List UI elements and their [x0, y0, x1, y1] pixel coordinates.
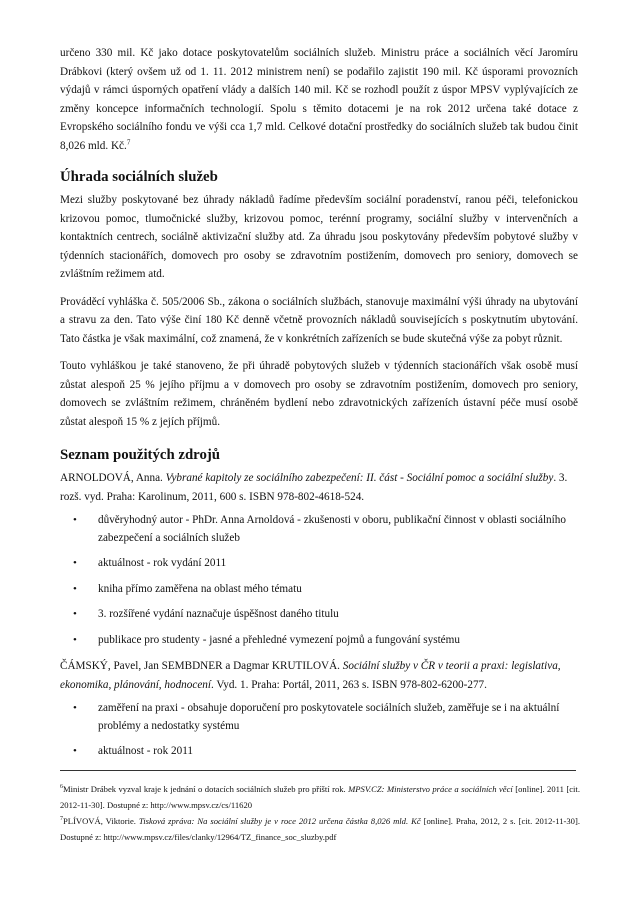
list-item-text: aktuálnost - rok vydání 2011	[98, 557, 227, 569]
footnote-number: 6	[60, 784, 63, 791]
list-item-text: kniha přímo zaměřena na oblast mého tématu	[98, 582, 302, 595]
list-item-text: publikace pro studenty - jasné a přehledné vymezení pojmů a fungování systému	[98, 633, 460, 646]
source-citation-2	[60, 657, 578, 694]
bullet-icon: •	[73, 557, 77, 569]
source2-notes-list	[60, 700, 578, 761]
intro-text: určeno 330 mil. Kč jako dotace poskytovatelům sociálních služeb. Ministru práce a sociálních věcí Jaromíru Drábkovi (který ovšem už od 1. 11. 2012 ministrem není) se podařilo zajistit 190 mil. Kč úsporami provozních výdajů v rámci úsporných opatření vlády a dalších 140 mil. Kč se rozhodl použít z úspor MPSV vyplývajících ze změny koncepce informačních technologií. Spolu s těmito dotacemi je na rok 2012 určena také dotace z Evropského sociálního fondu ve výši cca 1,7 mld. Celkové dotační prostředky do sociálních služeb tak budou činit 8,026 mld. Kč.	[60, 47, 578, 152]
bullet-icon: •	[73, 745, 77, 757]
footnote-text: Ministr Drábek vyzval kraje k jednání o dotacích sociálních služeb pro příští rok.	[63, 784, 349, 794]
list-item-text: aktuálnost - rok 2011	[98, 745, 193, 757]
source2-author: ČÁMSKÝ, Pavel, Jan SEMBDNER a Dagmar KRUTILOVÁ.	[60, 660, 340, 672]
list-item	[60, 512, 578, 547]
list-item-text: zaměření na praxi - obsahuje doporučení pro poskytovatele sociálních služeb, zaměřuje se i na aktuální problémy a nedostatky systému	[98, 702, 560, 732]
footnote-italic-title: MPSV.CZ: Ministerstvo práce a sociálních věcí	[348, 784, 513, 794]
source1-details: . 3. rozš. vyd. Praha: Karolinum, 2011, 600 s. ISBN 978-802-4618-524.	[60, 472, 568, 503]
section-heading-uhrada: Úhrada sociálních služeb	[60, 169, 218, 185]
paragraph-services: Mezi služby poskytované bez úhrady nákladů řadíme především sociální poradenství, ranou péči, telefonickou krizovou pomoc, tlumočnické služby, krizovou pomoc, terénní programy, sociální služby v intervenčních a kontaktních centrech, sociálně aktivizační služby atd. Za úhradu jsou poskytovány především pobytové služby v týdenních stacionářích, domovech pro osoby se zdravotním postižením, domovech pro seniory, domovech se zvláštním režimem atd.	[60, 194, 578, 280]
list-item	[60, 581, 578, 599]
bullet-icon: •	[73, 633, 77, 646]
list-item	[60, 632, 578, 650]
footnote-7	[60, 813, 580, 845]
source1-notes-list	[60, 512, 578, 649]
list-item	[60, 606, 578, 624]
footnote-italic-title: Tisková zpráva: Na sociální služby je v roce 2012 určena částka 8,026 mld. Kč	[138, 816, 421, 826]
paragraph-decree: Prováděcí vyhláška č. 505/2006 Sb., zákona o sociálních službách, stanovuje maximální výši úhrady na ubytování a stravu za den. Tato výše činí 180 Kč denně včetně provozních nákladů souvisejících s poskytnutím ubytování. Tato částka je však maximální, což znamená, že v konkrétních zařízeních se bude skutečná výše za pobyt různit.	[60, 295, 578, 345]
footnotes	[60, 781, 580, 845]
source2-details: . Vyd. 1. Praha: Portál, 2011, 263 s. ISBN 978-802-6200-277.	[211, 678, 487, 691]
source1-title: Vybrané kapitoly ze sociálního zabezpečení: II. část - Sociální pomoc a sociální služby	[165, 472, 554, 484]
footnote-link-text[interactable]: [online]. Praha, 2012, 2 s. [cit. 2012-11-30]. Dostupné z: http://www.mpsv.cz/files/clanky/12964/TZ_finance_soc_sluzby.pdf	[60, 816, 580, 842]
footnote-ref-7[interactable]: 7	[126, 137, 131, 146]
list-item-text: důvěryhodný autor - PhDr. Anna Arnoldová - zkušenosti v oboru, publikační činnost v oblasti sociálního zabezpečení a sociálních služeb	[98, 514, 566, 544]
source-citation-1	[60, 469, 578, 506]
bullet-icon: •	[73, 514, 77, 526]
bullet-icon: •	[73, 582, 77, 595]
footnote-number: 7	[60, 816, 63, 823]
list-item	[60, 700, 578, 735]
list-item	[60, 743, 578, 761]
list-item-text: 3. rozšířené vydání naznačuje úspěšnost daného titulu	[98, 608, 339, 620]
intro-paragraph	[60, 44, 578, 155]
footnote-link-text[interactable]: [online]. 2011 [cit. 2012-11-30]. Dostupné z: http://www.mpsv.cz/cs/11620	[60, 784, 580, 810]
source2-title: Sociální služby v ČR v teorii a praxi: legislativa, ekonomika, plánování, hodnocení	[60, 660, 561, 691]
bullet-icon: •	[73, 608, 77, 620]
list-item	[60, 555, 578, 573]
footnote-separator	[60, 770, 576, 771]
document-page	[60, 44, 578, 769]
source1-author: ARNOLDOVÁ, Anna.	[60, 472, 163, 484]
footnote-text: PLÍVOVÁ, Viktorie.	[63, 816, 139, 826]
paragraph-income: Touto vyhláškou je také stanoveno, že při úhradě pobytových služeb v týdenních stacionářích však osobě musí zůstat alespoň 25 % jejího příjmu a v domovech pro osoby se zdravotním postižením, domovech pro seniory, domovech se zvláštním režimem, chráněném bydlení nebo zdravotnických zařízeních ústavní péče musí osobě zůstat alespoň 15 % z jejích příjmů.	[60, 360, 578, 428]
footnote-6	[60, 781, 580, 813]
bullet-icon: •	[73, 702, 77, 714]
section-heading-sources: Seznam použitých zdrojů	[60, 447, 221, 463]
